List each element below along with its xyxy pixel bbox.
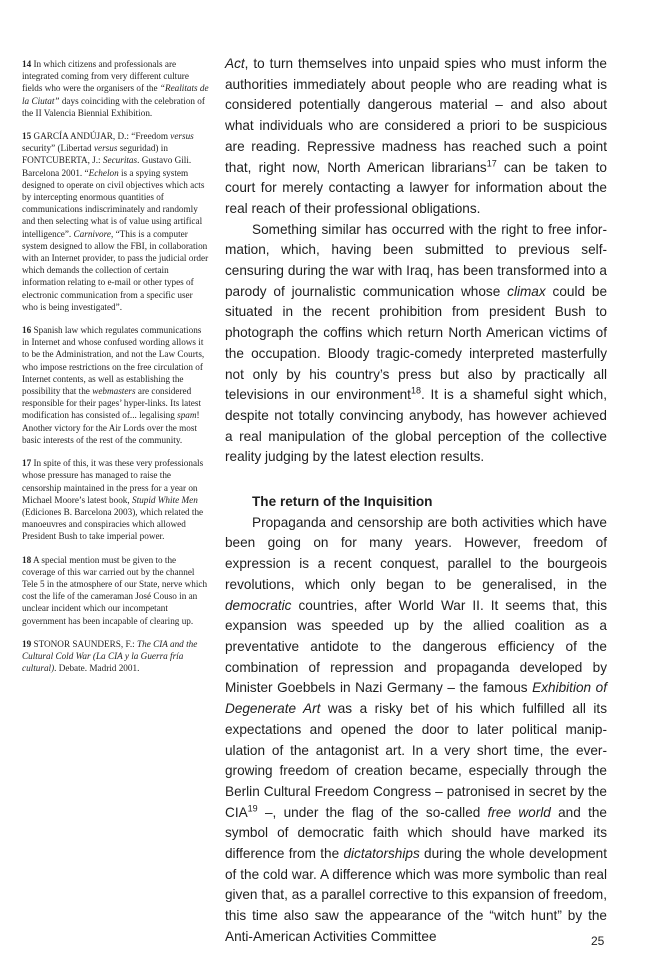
footnote-19: 19 STONOR SAUNDERS, F.: The CIA and the Cultural Cold War (La CIA y la Guerra fría cultural). Debate. Madrid 2001. [22, 638, 198, 674]
footnotes-column [22, 58, 210, 685]
paragraph-1: Act, to turn themselves into unpaid spies who must inform the authorities immediately about people who are reading what is considered potentially dangerous material – and also about what individuals who are considered a priori to be suspicious are reading. Repressive madness has reached such a point that, right now, North American librarians$^{17}$ can be taken to court for merely contacting a lawyer for information about the real reach of their professional obligations. [225, 56, 607, 216]
footnote-15: 15 GARCÍA ANDÚJAR, D.: “Freedom versus security” (Libertad versus seguridad) in FONTCUBERTA, J.: Securitas. Gustavo Gili. Barcelona 2001. “Echelon is a spying system designed to operate on civil objectives which acts by intercepting enormous quantities of communications indiscriminately and randomly and then selecting what is of value using artifical intelligence”. Carnivore, “This is a computer system designed to allow the FBI, in collaboration with an Internet provider, to pass the judicial order which demands the collection of certain information relating to e-mail or other types of electronic communication from a specific user who is being investigated”. [22, 131, 209, 312]
footnote-17: 17 In spite of this, it was these very professionals whose pressure has managed to raise the censorship maintained in the press for a year on Michael Moore’s latest book, Stupid White Men (Ediciones B. Barcelona 2003), which related the manoeuvres and conspiracies which allowed President Bush to take imperial power. [22, 458, 204, 542]
footnote-14: 14 In which citizens and professionals are integrated coming from very different culture fields who were the organisers of the “Realitats de la Ciutat” days coinciding with the celebration of the II Valencia Biennial Exhibition. [22, 59, 209, 118]
main-text-column [225, 54, 607, 948]
footnote-ref-18: 18 [410, 385, 421, 396]
footnote-ref-19: 19 [247, 803, 258, 814]
footnote-number: 19 [22, 638, 32, 649]
footnote-16: 16 Spanish law which regulates communications in Internet and whose confused wording allows it to be the Administration, and not the Law Courts, who impose restrictions on the free circulation of Internet contents, as well as establishing the possibility that the webmasters are considered responsible for their pages’ hyper-links. Its latest modification has consisted of... legalising spam! Another victory for the Air Lords over the most basic interests of the rest of the community. [22, 325, 205, 445]
footnote-number: 18 [22, 554, 32, 565]
footnote-number: 14 [22, 59, 32, 69]
footnote-ref-17: 17 [486, 157, 497, 168]
paragraph-3: Propaganda and censorship are both activities which have been going on for many years. However, freedom of expression is a recent conquest, parallel to the bourgeois revolutions, which only began to be generalised, in the democratic countries, after World War II. It seems that, this expansion was speeded up by the allied coalition as a preventative antidote to the dangerous efficiency of the combination of repression and propaganda developed by Minister Goebbels in Nazi Germany – the famous Exhibition of Degenerate Art was a risky bet of his which fulfilled all its expectations and opened the door to later political manip-ulation of the antagonist art. In a very short time, the ever-growing freedom of creation became, especially through the Berlin Cultural Freedom Congress – patronised in secret by the CIA$^{19}$ –, under the flag of the so-called free world and the symbol of democratic faith which should have marked its difference from the dictatorships during the whole development of the cold war. A difference which was more symbolic than real given that, as a parallel corrective to this expansion of freedom, this time also saw the appearance of the “witch hunt” by the Anti-American Activities Committee [225, 514, 607, 944]
footnote-number: 17 [22, 458, 32, 469]
footnote-number: 16 [22, 325, 32, 336]
footnote-18: 18 A special mention must be given to the coverage of this war carried out by the channel Tele 5 in the atmosphere of our State, nerve which cost the life of the cameraman José Couso in an unclear incident which our incompetant government has been incapable of clearing up. [22, 554, 208, 626]
footnote-number: 15 [22, 131, 32, 142]
section-heading: The return of the Inquisition [252, 494, 433, 510]
paragraph-2: Something similar has occurred with the right to free infor-mation, which, having been submitted to previous self-censuring during the war with Iraq, has been transformed into a parody of journalistic communication whose climax could be situated in the recent prohibition from president Bush to photograph the coffins which return North American victims of the occupation. Bloody tragic-comedy interpreted masterfully not only by his country’s press but also by practically all televisions in our environment$^{18}$. It is a shameful sight which, despite not totally convincing anybody, has however achieved a real manipulation of the global perception of the collective reality judging by the latest election results. [225, 221, 608, 465]
page-number: 25 [591, 934, 605, 948]
